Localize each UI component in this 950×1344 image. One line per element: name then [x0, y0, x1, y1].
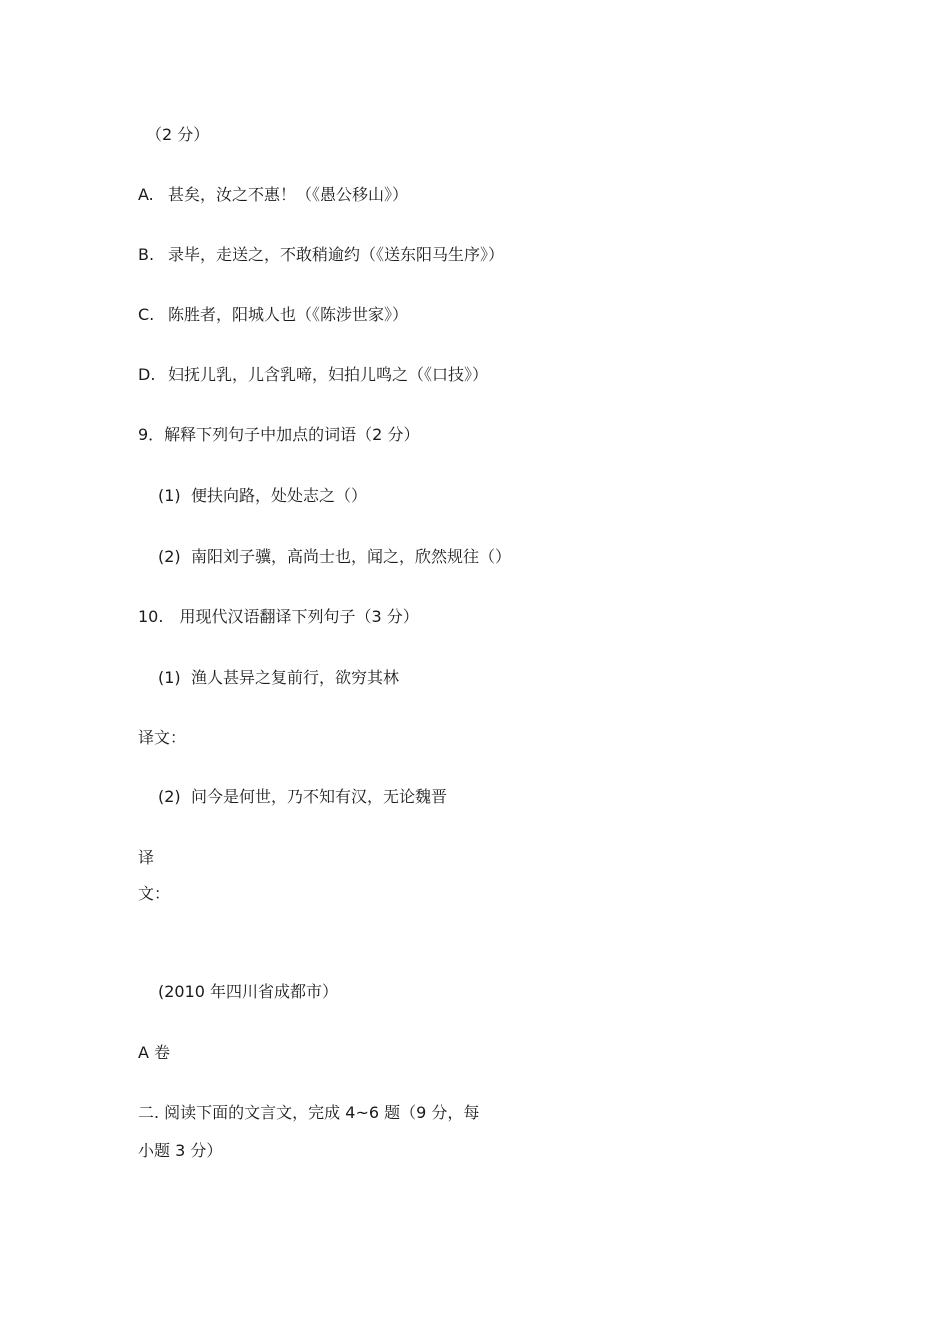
option-c: [138, 304, 408, 326]
item-number: (1): [158, 486, 181, 505]
option-letter: B.: [138, 245, 155, 264]
section-heading-line-2: 小题 3 分）: [138, 1141, 223, 1160]
item-text: 便扶向路，处处志之（）: [191, 486, 368, 505]
question-9-title: 9．解释下列句子中加点的词语（2 分）: [138, 425, 420, 444]
item-text: 南阳刘子骥，高尚士也，闻之，欣然规往（）: [191, 547, 512, 566]
option-text: 甚矣，汝之不惠！（《愚公移山》）: [168, 185, 409, 204]
question-9-item-2: [158, 546, 511, 568]
question-9-item-1: [158, 485, 367, 507]
score-note: （2 分）: [146, 125, 210, 144]
option-text: 录毕，走送之，不敢稍逾约（《送东阳马生序》）: [168, 245, 505, 264]
option-d: [138, 364, 488, 386]
option-letter: C.: [138, 305, 155, 324]
translation-label-2b: 文：: [138, 884, 171, 903]
question-10-item-1: [158, 667, 399, 689]
translation-label-1: 译文：: [138, 728, 187, 747]
option-a: [138, 184, 408, 206]
item-number: (2): [158, 547, 181, 566]
translation-label-2a: 译: [138, 848, 155, 867]
item-number: (2): [158, 787, 181, 806]
option-letter: A.: [138, 185, 154, 204]
question-10-item-2: [158, 786, 447, 808]
item-number: (1): [158, 668, 181, 687]
option-b: [138, 244, 504, 266]
option-text: 妇抚儿乳，儿含乳啼，妇拍儿鸣之（《口技》）: [168, 365, 489, 384]
option-text: 陈胜者，阳城人也（《陈涉世家》）: [168, 305, 409, 324]
section-heading-line-1: 二. 阅读下面的文言文，完成 4~6 题（9 分，每: [138, 1103, 480, 1122]
paper-label: A 卷: [138, 1043, 171, 1062]
option-letter: D.: [138, 365, 156, 384]
question-10-title: 10. 用现代汉语翻译下列句子（3 分）: [138, 607, 419, 626]
item-text: 问今是何世，乃不知有汉，无论魏晋: [191, 787, 448, 806]
source-note: (2010 年四川省成都市）: [158, 982, 339, 1001]
item-text: 渔人甚异之复前行，欲穷其林: [191, 668, 400, 687]
